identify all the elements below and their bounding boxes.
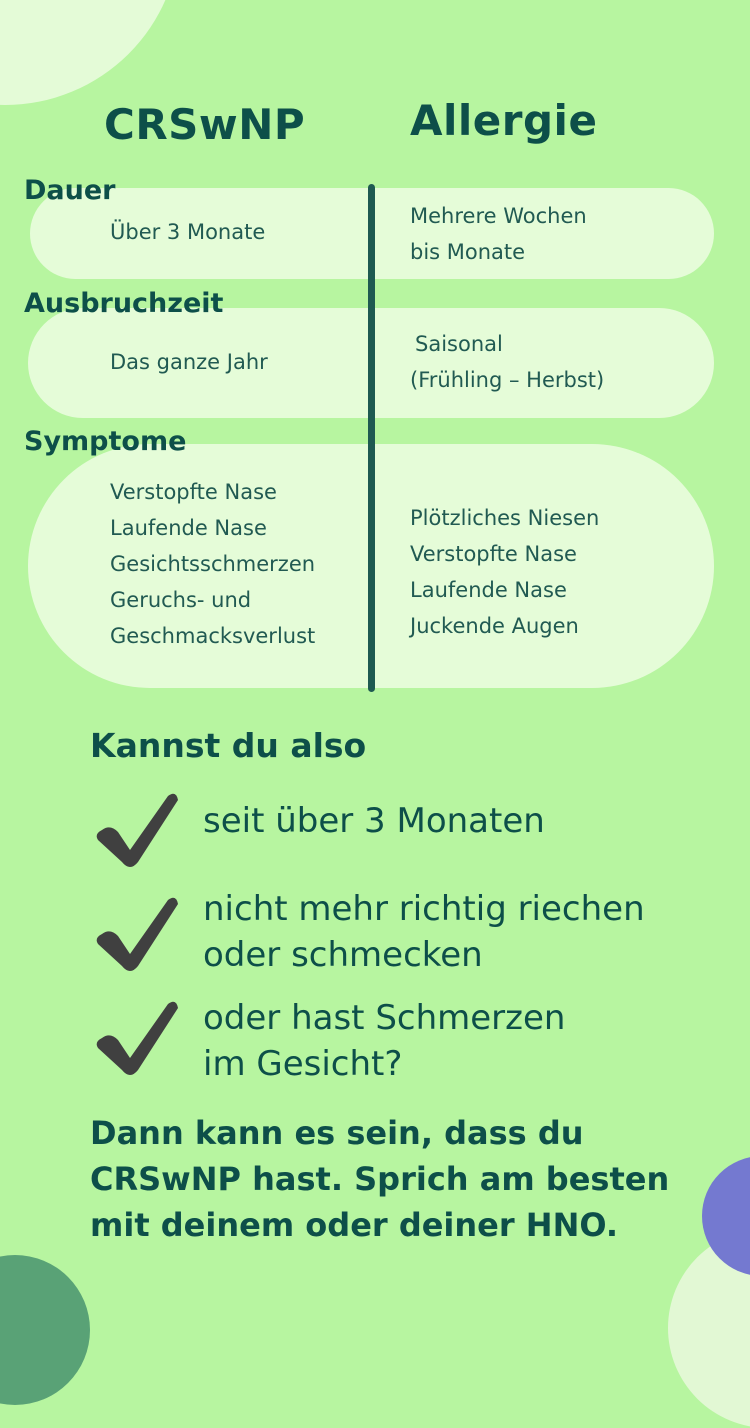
cell-line: Gesichtsschmerzen xyxy=(110,552,316,576)
checkmark-icon xyxy=(92,892,182,972)
decor-circle-bottom-left xyxy=(0,1255,90,1405)
cell-line: Geschmacksverlust xyxy=(110,624,316,648)
cell-symptome-allergie xyxy=(410,500,599,644)
cell-line: Verstopfte Nase xyxy=(110,480,277,504)
cell-symptome-crswnp xyxy=(110,474,315,654)
cell-line: Saisonal xyxy=(415,332,503,356)
row-label-symptome: Symptome xyxy=(24,426,187,457)
check-item-line: nicht mehr richtig riechen xyxy=(203,889,645,929)
check-item-2 xyxy=(203,886,645,978)
cell-line: Laufende Nase xyxy=(410,578,567,602)
question-heading: Kannst du also xyxy=(90,726,367,765)
cell-line: Über 3 Monate xyxy=(110,220,266,244)
checkmark-icon xyxy=(92,996,182,1076)
cell-ausbruchzeit-allergie xyxy=(410,326,604,398)
row-label-ausbruchzeit: Ausbruchzeit xyxy=(24,288,224,319)
decor-circle-top-left xyxy=(0,0,180,105)
column-divider xyxy=(368,184,375,692)
cell-ausbruchzeit-crswnp xyxy=(110,344,268,380)
conclusion-line: CRSwNP hast. Sprich am besten xyxy=(90,1160,670,1198)
cell-line: Laufende Nase xyxy=(110,516,267,540)
cell-line: Juckende Augen xyxy=(410,614,579,638)
cell-line: Mehrere Wochen xyxy=(410,204,587,228)
check-item-line: oder schmecken xyxy=(203,935,483,975)
check-item-1 xyxy=(203,798,545,844)
cell-line: Verstopfte Nase xyxy=(410,542,577,566)
cell-line: bis Monate xyxy=(410,240,526,264)
check-item-line: im Gesicht? xyxy=(203,1044,403,1084)
cell-line: Geruchs- und xyxy=(110,588,252,612)
conclusion-line: mit deinem oder deiner HNO. xyxy=(90,1206,619,1244)
conclusion-text xyxy=(90,1110,690,1248)
cell-line: (Frühling – Herbst) xyxy=(410,368,605,392)
check-item-line: oder hast Schmerzen xyxy=(203,998,566,1038)
cell-line: Plötzliches Niesen xyxy=(410,506,600,530)
column-header-crswnp: CRSwNP xyxy=(104,100,306,149)
cell-dauer-allergie xyxy=(410,198,587,270)
column-header-allergie: Allergie xyxy=(410,96,598,145)
conclusion-line: Dann kann es sein, dass du xyxy=(90,1114,584,1152)
check-item-3 xyxy=(203,995,565,1087)
cell-line: Das ganze Jahr xyxy=(110,350,268,374)
checkmark-icon xyxy=(92,788,182,868)
cell-dauer-crswnp xyxy=(110,214,265,250)
check-item-line: seit über 3 Monaten xyxy=(203,801,545,841)
row-label-dauer: Dauer xyxy=(24,175,116,206)
